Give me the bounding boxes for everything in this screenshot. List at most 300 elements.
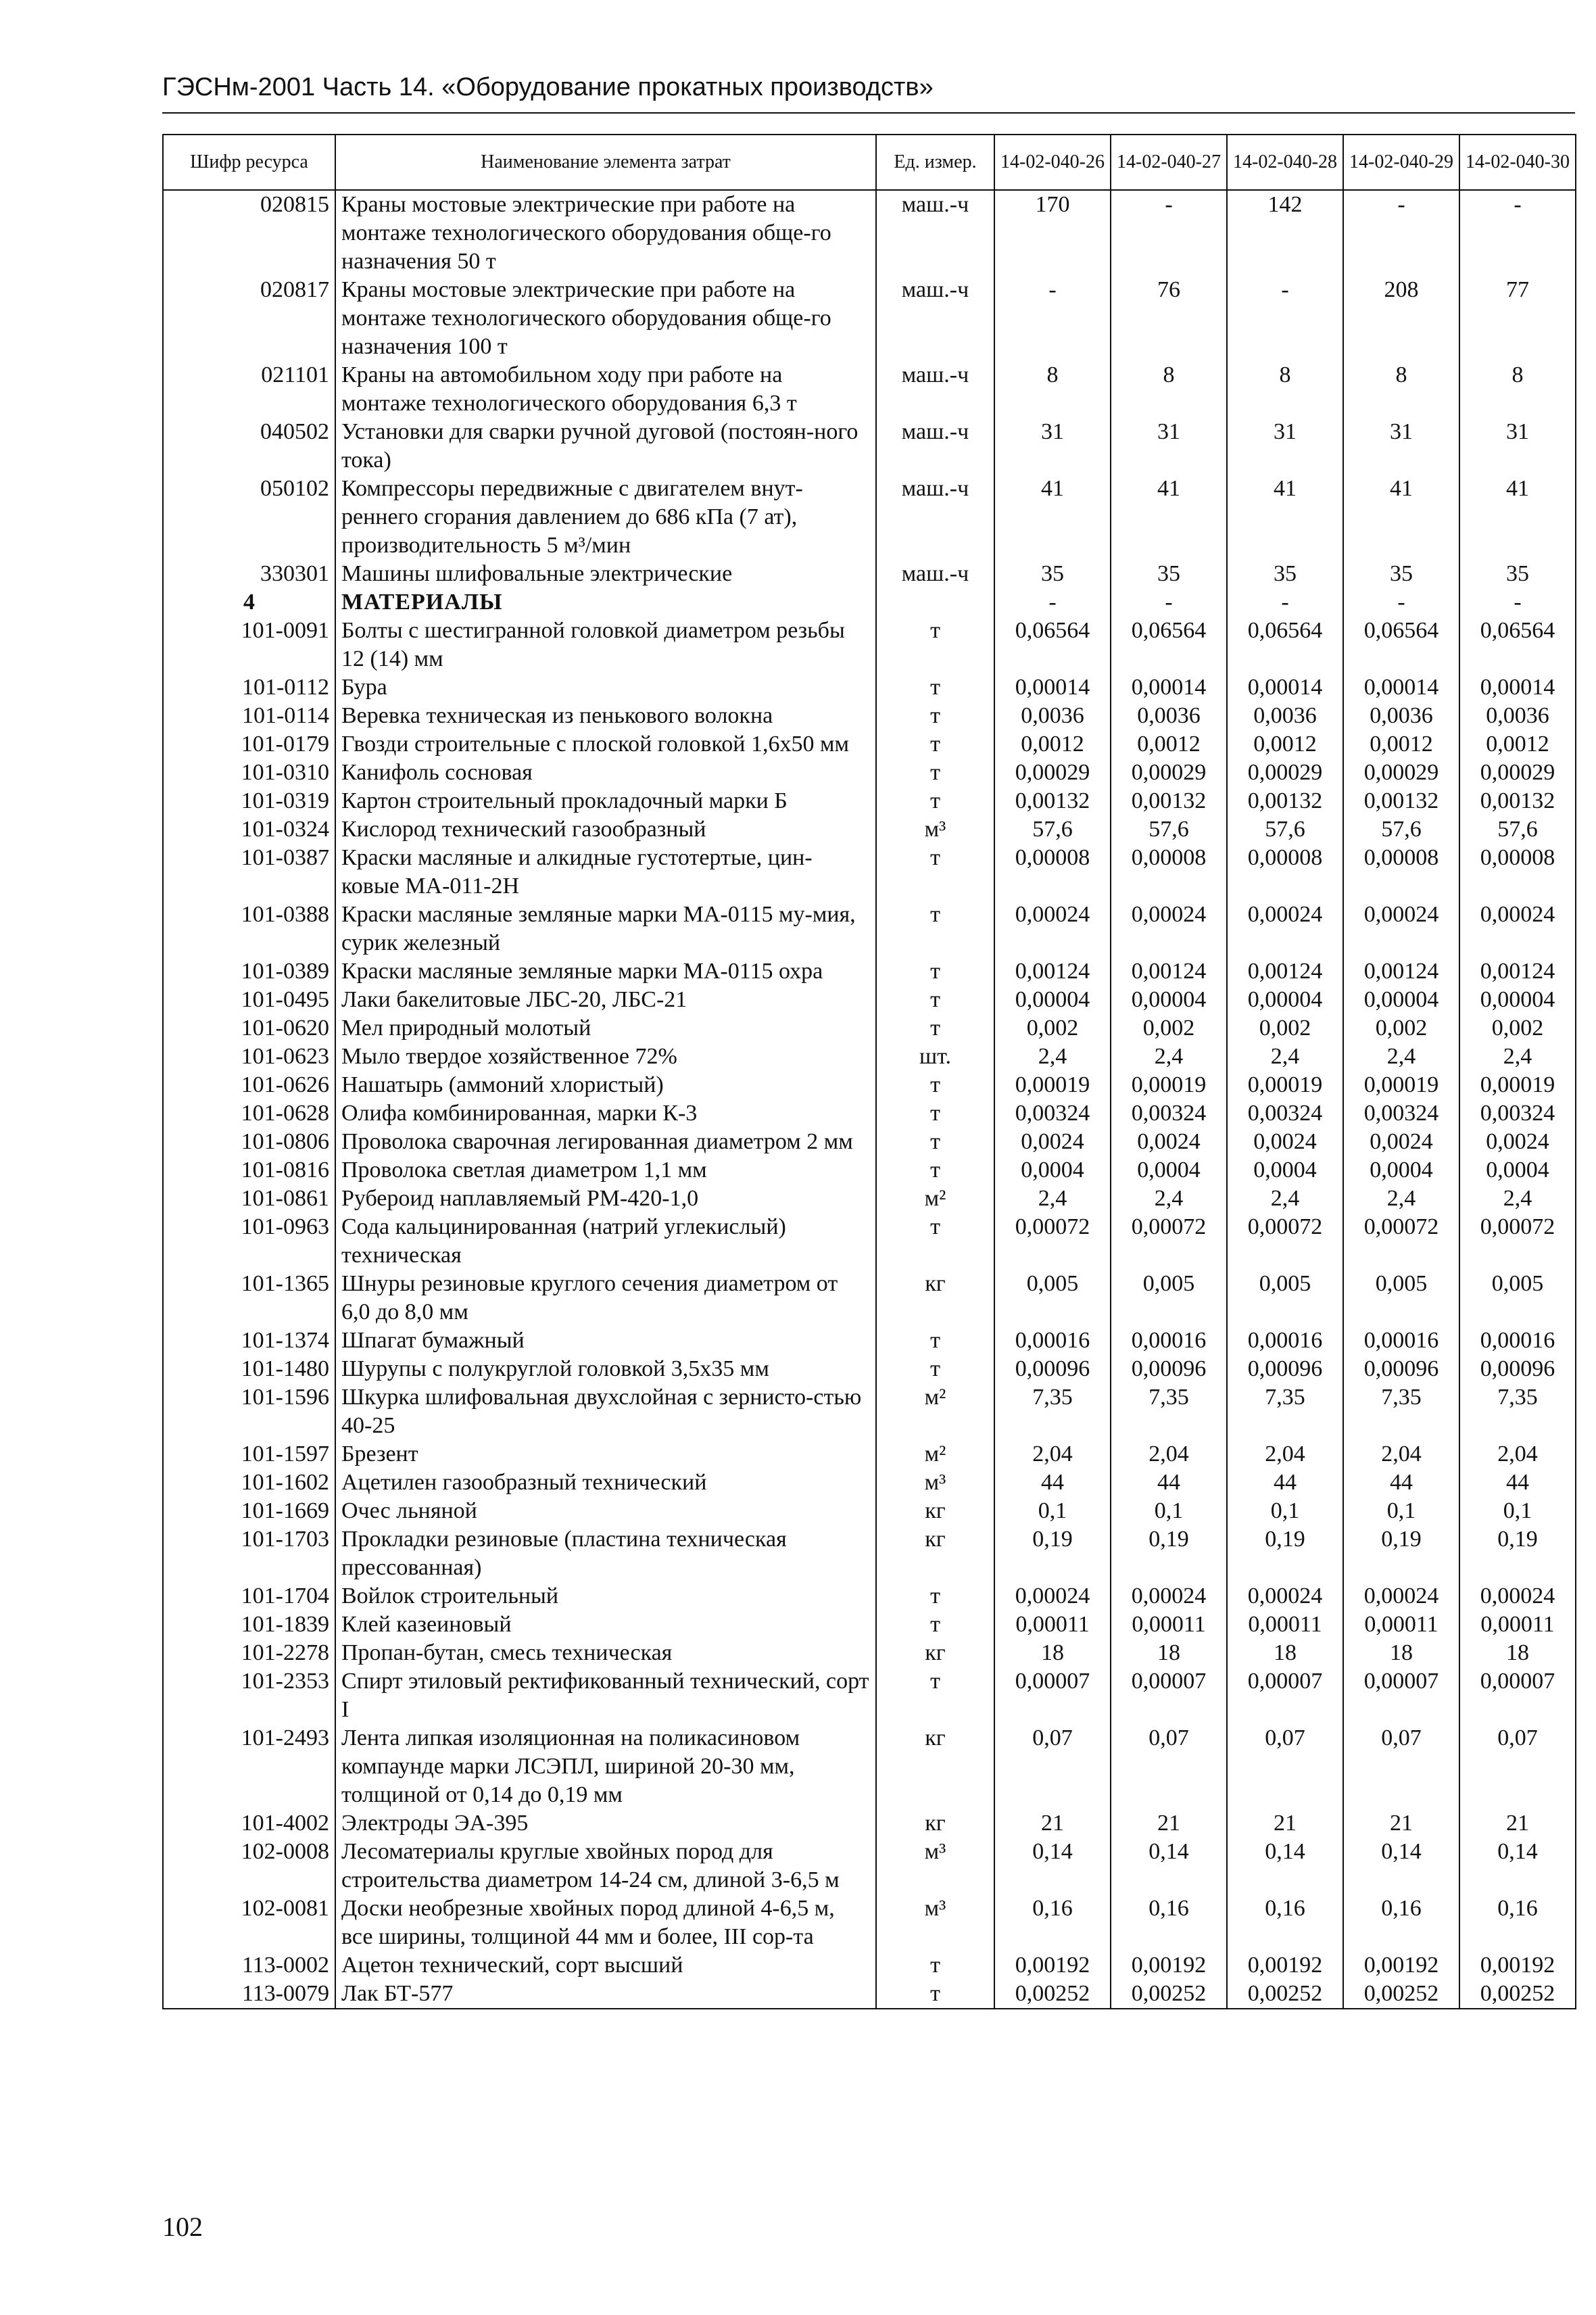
cell-code: 101-2493 xyxy=(163,1724,335,1809)
cell-v2: 0,1 xyxy=(1111,1497,1227,1525)
cell-name: Картон строительный прокладочный марки Б xyxy=(335,787,876,815)
cell-name: Лаки бакелитовые ЛБС-20, ЛБС-21 xyxy=(335,986,876,1014)
table-row xyxy=(163,617,1576,673)
cell-code: 101-1602 xyxy=(163,1469,335,1497)
cell-code: 101-0816 xyxy=(163,1156,335,1185)
table-row xyxy=(163,276,1576,361)
cell-v4: 57,6 xyxy=(1343,815,1459,844)
cell-v1: 0,0012 xyxy=(994,730,1111,759)
cell-v1: 57,6 xyxy=(994,815,1111,844)
cell-v4: 0,00024 xyxy=(1343,901,1459,957)
table-row xyxy=(163,1980,1576,2009)
cell-v5: 8 xyxy=(1459,361,1576,418)
cell-v3: 0,0012 xyxy=(1227,730,1343,759)
cell-v4: 0,16 xyxy=(1343,1894,1459,1951)
cell-name: Лента липкая изоляционная на поликасиновом компаунде марки ЛСЭПЛ, шириной 20-30 мм, толщиной от 0,14 до 0,19 мм xyxy=(335,1724,876,1809)
table-row xyxy=(163,815,1576,844)
cell-v3: 0,0036 xyxy=(1227,702,1343,730)
cell-v2: 7,35 xyxy=(1111,1383,1227,1440)
cell-unit: м² xyxy=(876,1185,994,1213)
cell-v1: 0,00132 xyxy=(994,787,1111,815)
cell-code: 101-0112 xyxy=(163,673,335,702)
cell-v4: 0,00096 xyxy=(1343,1355,1459,1383)
cell-v5: 0,07 xyxy=(1459,1724,1576,1809)
cell-v1: 0,00008 xyxy=(994,844,1111,901)
cell-v2: 0,00124 xyxy=(1111,957,1227,986)
cell-v4: 0,00014 xyxy=(1343,673,1459,702)
cell-v2: 0,005 xyxy=(1111,1270,1227,1327)
cell-code: 101-1365 xyxy=(163,1270,335,1327)
cell-v1: 7,35 xyxy=(994,1383,1111,1440)
cell-v3: 0,00016 xyxy=(1227,1327,1343,1355)
cell-v2: 0,00192 xyxy=(1111,1951,1227,1980)
cell-name: Пропан-бутан, смесь техническая xyxy=(335,1639,876,1667)
cell-v4: 0,00252 xyxy=(1343,1980,1459,2009)
cell-v3: 0,0004 xyxy=(1227,1156,1343,1185)
header-rule xyxy=(162,112,1575,114)
cell-v4: 0,002 xyxy=(1343,1014,1459,1043)
cell-v4: 2,4 xyxy=(1343,1043,1459,1071)
cell-v3: 44 xyxy=(1227,1469,1343,1497)
cell-v5: 2,4 xyxy=(1459,1185,1576,1213)
cell-code: 102-0008 xyxy=(163,1838,335,1894)
table-row xyxy=(163,1071,1576,1099)
cell-name: Доски необрезные хвойных пород длиной 4-6,5 м, все ширины, толщиной 44 мм и более, III сор-та xyxy=(335,1894,876,1951)
cell-code: 101-4002 xyxy=(163,1809,335,1838)
cell-v5: 0,06564 xyxy=(1459,617,1576,673)
cell-v1: 21 xyxy=(994,1809,1111,1838)
col-header-c4: 14-02-040-29 xyxy=(1343,135,1459,190)
cell-v1: 0,07 xyxy=(994,1724,1111,1809)
cell-v4: 0,00072 xyxy=(1343,1213,1459,1270)
cell-name: Шпагат бумажный xyxy=(335,1327,876,1355)
table-row xyxy=(163,1327,1576,1355)
cell-code: 101-1596 xyxy=(163,1383,335,1440)
cell-v2: 2,04 xyxy=(1111,1440,1227,1469)
cell-unit: м² xyxy=(876,1383,994,1440)
table-row xyxy=(163,787,1576,815)
table-row xyxy=(163,1440,1576,1469)
cell-v3: 0,00124 xyxy=(1227,957,1343,986)
cell-code: 101-0310 xyxy=(163,759,335,787)
table-row xyxy=(163,1838,1576,1894)
cell-unit xyxy=(876,588,994,617)
cell-v1: 0,002 xyxy=(994,1014,1111,1043)
cell-v1: 0,00011 xyxy=(994,1610,1111,1639)
cell-unit: кг xyxy=(876,1639,994,1667)
cell-v4: 0,00016 xyxy=(1343,1327,1459,1355)
cell-v1: 0,00324 xyxy=(994,1099,1111,1128)
page-header: ГЭСНм-2001 Часть 14. «Оборудование прокатных производств» xyxy=(162,73,934,101)
cell-name: МАТЕРИАЛЫ xyxy=(335,588,876,617)
cell-code: 101-0319 xyxy=(163,787,335,815)
cell-v2: 0,00019 xyxy=(1111,1071,1227,1099)
table-row xyxy=(163,1582,1576,1610)
cell-v5: 0,00132 xyxy=(1459,787,1576,815)
cell-v1: 44 xyxy=(994,1469,1111,1497)
cell-v3: 0,00024 xyxy=(1227,1582,1343,1610)
cell-v5: 31 xyxy=(1459,418,1576,475)
cell-unit: м³ xyxy=(876,1894,994,1951)
cell-code: 101-1703 xyxy=(163,1525,335,1582)
cell-v4: 2,04 xyxy=(1343,1440,1459,1469)
table-row xyxy=(163,1667,1576,1724)
cell-unit: маш.-ч xyxy=(876,190,994,276)
cell-code: 101-0091 xyxy=(163,617,335,673)
cell-v4: 0,06564 xyxy=(1343,617,1459,673)
cell-v2: 0,00096 xyxy=(1111,1355,1227,1383)
cell-unit: м³ xyxy=(876,1838,994,1894)
cell-code: 020815 xyxy=(163,190,335,276)
cell-name: Кислород технический газообразный xyxy=(335,815,876,844)
table-row xyxy=(163,901,1576,957)
cell-unit: т xyxy=(876,1071,994,1099)
table-row xyxy=(163,1610,1576,1639)
cell-v3: 0,07 xyxy=(1227,1724,1343,1809)
cell-name: Болты с шестигранной головкой диаметром резьбы 12 (14) мм xyxy=(335,617,876,673)
cell-v1: 0,00016 xyxy=(994,1327,1111,1355)
cell-v1: 0,00007 xyxy=(994,1667,1111,1724)
cell-name: Шкурка шлифовальная двухслойная с зернисто-стью 40-25 xyxy=(335,1383,876,1440)
cell-unit: м³ xyxy=(876,815,994,844)
cell-name: Ацетон технический, сорт высший xyxy=(335,1951,876,1980)
cell-v5: 0,002 xyxy=(1459,1014,1576,1043)
cell-v4: 0,0036 xyxy=(1343,702,1459,730)
cell-v2: 57,6 xyxy=(1111,815,1227,844)
cell-v2: 0,00016 xyxy=(1111,1327,1227,1355)
cell-v2: 0,00007 xyxy=(1111,1667,1227,1724)
table-row xyxy=(163,1383,1576,1440)
table-row xyxy=(163,957,1576,986)
cell-v3: 0,00192 xyxy=(1227,1951,1343,1980)
cell-v4: - xyxy=(1343,190,1459,276)
cell-v2: 0,00324 xyxy=(1111,1099,1227,1128)
cell-code: 101-2278 xyxy=(163,1639,335,1667)
table-row xyxy=(163,190,1576,276)
cell-v5: 44 xyxy=(1459,1469,1576,1497)
cell-name: Ацетилен газообразный технический xyxy=(335,1469,876,1497)
cell-v1: 41 xyxy=(994,475,1111,560)
cell-v2: 0,00252 xyxy=(1111,1980,1227,2009)
cell-code: 102-0081 xyxy=(163,1894,335,1951)
cell-v4: 0,00011 xyxy=(1343,1610,1459,1639)
cell-unit: маш.-ч xyxy=(876,560,994,588)
cell-code: 101-0861 xyxy=(163,1185,335,1213)
resource-table xyxy=(162,134,1576,2009)
cell-name: Рубероид наплавляемый РМ-420-1,0 xyxy=(335,1185,876,1213)
cell-v4: 0,00029 xyxy=(1343,759,1459,787)
cell-v4: - xyxy=(1343,588,1459,617)
cell-v3: 21 xyxy=(1227,1809,1343,1838)
cell-v5: 41 xyxy=(1459,475,1576,560)
col-header-code: Шифр ресурса xyxy=(163,135,335,190)
cell-unit: т xyxy=(876,673,994,702)
cell-v2: 0,07 xyxy=(1111,1724,1227,1809)
cell-unit: маш.-ч xyxy=(876,361,994,418)
cell-v4: 208 xyxy=(1343,276,1459,361)
cell-name: Прокладки резиновые (пластина техническая прессованная) xyxy=(335,1525,876,1582)
cell-v1: 0,19 xyxy=(994,1525,1111,1582)
cell-unit: кг xyxy=(876,1270,994,1327)
cell-v3: 0,14 xyxy=(1227,1838,1343,1894)
col-header-c2: 14-02-040-27 xyxy=(1111,135,1227,190)
cell-v3: 0,1 xyxy=(1227,1497,1343,1525)
cell-v5: 77 xyxy=(1459,276,1576,361)
cell-unit: т xyxy=(876,1355,994,1383)
cell-v3: 41 xyxy=(1227,475,1343,560)
cell-v5: 0,00016 xyxy=(1459,1327,1576,1355)
cell-v3: 0,00004 xyxy=(1227,986,1343,1014)
cell-v2: 0,06564 xyxy=(1111,617,1227,673)
cell-v2: 2,4 xyxy=(1111,1043,1227,1071)
cell-code: 101-0623 xyxy=(163,1043,335,1071)
cell-v5: 0,00252 xyxy=(1459,1980,1576,2009)
cell-v1: 0,0024 xyxy=(994,1128,1111,1156)
cell-name: Краски масляные и алкидные густотертые, цин-ковые МА-011-2Н xyxy=(335,844,876,901)
cell-v2: 76 xyxy=(1111,276,1227,361)
cell-code: 101-0628 xyxy=(163,1099,335,1128)
cell-name: Бура xyxy=(335,673,876,702)
table-row xyxy=(163,1809,1576,1838)
cell-v5: 0,00324 xyxy=(1459,1099,1576,1128)
cell-code: 101-0620 xyxy=(163,1014,335,1043)
cell-v1: 0,00029 xyxy=(994,759,1111,787)
cell-code: 101-1839 xyxy=(163,1610,335,1639)
cell-code: 101-1704 xyxy=(163,1582,335,1610)
cell-name: Канифоль сосновая xyxy=(335,759,876,787)
table-row xyxy=(163,1043,1576,1071)
cell-v3: 0,0024 xyxy=(1227,1128,1343,1156)
cell-v3: 0,00007 xyxy=(1227,1667,1343,1724)
cell-v4: 2,4 xyxy=(1343,1185,1459,1213)
cell-v3: 2,4 xyxy=(1227,1185,1343,1213)
cell-name: Спирт этиловый ректификованный технический, сорт I xyxy=(335,1667,876,1724)
cell-v1: 31 xyxy=(994,418,1111,475)
table-row xyxy=(163,1951,1576,1980)
cell-code: 101-0114 xyxy=(163,702,335,730)
cell-v5: 0,0036 xyxy=(1459,702,1576,730)
cell-unit: т xyxy=(876,1156,994,1185)
cell-unit: т xyxy=(876,1213,994,1270)
cell-v1: 0,00019 xyxy=(994,1071,1111,1099)
cell-v1: 170 xyxy=(994,190,1111,276)
cell-v2: 0,00004 xyxy=(1111,986,1227,1014)
cell-v1: 0,00124 xyxy=(994,957,1111,986)
cell-code: 101-0806 xyxy=(163,1128,335,1156)
cell-v1: 0,1 xyxy=(994,1497,1111,1525)
cell-name: Электроды ЭА-395 xyxy=(335,1809,876,1838)
cell-name: Олифа комбинированная, марки К-3 xyxy=(335,1099,876,1128)
col-header-c5: 14-02-040-30 xyxy=(1459,135,1576,190)
cell-unit: т xyxy=(876,1667,994,1724)
col-header-c3: 14-02-040-28 xyxy=(1227,135,1343,190)
cell-name: Установки для сварки ручной дуговой (постоян-ного тока) xyxy=(335,418,876,475)
cell-v1: 2,04 xyxy=(994,1440,1111,1469)
cell-v1: 18 xyxy=(994,1639,1111,1667)
cell-name: Войлок строительный xyxy=(335,1582,876,1610)
cell-code: 101-1374 xyxy=(163,1327,335,1355)
cell-unit: т xyxy=(876,702,994,730)
cell-v2: 35 xyxy=(1111,560,1227,588)
cell-unit: маш.-ч xyxy=(876,475,994,560)
cell-v5: 0,1 xyxy=(1459,1497,1576,1525)
cell-code: 020817 xyxy=(163,276,335,361)
cell-name: Веревка техническая из пенькового волокна xyxy=(335,702,876,730)
cell-v2: 8 xyxy=(1111,361,1227,418)
cell-v5: 21 xyxy=(1459,1809,1576,1838)
cell-v2: 41 xyxy=(1111,475,1227,560)
cell-v4: 0,00019 xyxy=(1343,1071,1459,1099)
cell-v5: 57,6 xyxy=(1459,815,1576,844)
cell-v3: 0,06564 xyxy=(1227,617,1343,673)
cell-v3: 35 xyxy=(1227,560,1343,588)
cell-code: 101-0389 xyxy=(163,957,335,986)
cell-v2: 0,0024 xyxy=(1111,1128,1227,1156)
cell-v2: - xyxy=(1111,190,1227,276)
cell-v4: 0,00008 xyxy=(1343,844,1459,901)
cell-v5: 0,14 xyxy=(1459,1838,1576,1894)
table-row xyxy=(163,986,1576,1014)
cell-v2: - xyxy=(1111,588,1227,617)
col-header-unit: Ед. измер. xyxy=(876,135,994,190)
cell-unit: т xyxy=(876,617,994,673)
cell-v2: 21 xyxy=(1111,1809,1227,1838)
cell-code: 101-0324 xyxy=(163,815,335,844)
cell-code: 330301 xyxy=(163,560,335,588)
cell-v5: 0,00096 xyxy=(1459,1355,1576,1383)
cell-v1: 2,4 xyxy=(994,1185,1111,1213)
cell-name: Шнуры резиновые круглого сечения диаметром от 6,0 до 8,0 мм xyxy=(335,1270,876,1327)
cell-v5: 0,0004 xyxy=(1459,1156,1576,1185)
cell-v4: 0,0024 xyxy=(1343,1128,1459,1156)
table-row xyxy=(163,730,1576,759)
table-row xyxy=(163,1355,1576,1383)
cell-v1: 0,005 xyxy=(994,1270,1111,1327)
col-header-name: Наименование элемента затрат xyxy=(335,135,876,190)
cell-v2: 0,00072 xyxy=(1111,1213,1227,1270)
cell-name: Шурупы с полукруглой головкой 3,5х35 мм xyxy=(335,1355,876,1383)
table-row xyxy=(163,418,1576,475)
cell-v3: 2,4 xyxy=(1227,1043,1343,1071)
cell-name: Гвозди строительные с плоской головкой 1,6х50 мм xyxy=(335,730,876,759)
col-header-c1: 14-02-040-26 xyxy=(994,135,1111,190)
cell-v1: 0,00004 xyxy=(994,986,1111,1014)
cell-v5: 2,04 xyxy=(1459,1440,1576,1469)
cell-v2: 0,00024 xyxy=(1111,901,1227,957)
cell-v3: 57,6 xyxy=(1227,815,1343,844)
cell-v3: 0,00096 xyxy=(1227,1355,1343,1383)
cell-v3: 0,16 xyxy=(1227,1894,1343,1951)
cell-v4: 0,00024 xyxy=(1343,1582,1459,1610)
cell-code: 101-0388 xyxy=(163,901,335,957)
cell-code: 101-2353 xyxy=(163,1667,335,1724)
table-row xyxy=(163,1894,1576,1951)
section-row xyxy=(163,588,1576,617)
cell-name: Мыло твердое хозяйственное 72% xyxy=(335,1043,876,1071)
cell-code: 113-0002 xyxy=(163,1951,335,1980)
cell-unit: т xyxy=(876,1014,994,1043)
cell-v4: 41 xyxy=(1343,475,1459,560)
cell-v5: 0,00024 xyxy=(1459,901,1576,957)
table-row xyxy=(163,1099,1576,1128)
cell-v2: 44 xyxy=(1111,1469,1227,1497)
cell-code: 101-1669 xyxy=(163,1497,335,1525)
cell-v2: 0,00014 xyxy=(1111,673,1227,702)
cell-v2: 0,002 xyxy=(1111,1014,1227,1043)
cell-v5: 0,00072 xyxy=(1459,1213,1576,1270)
table-row xyxy=(163,1270,1576,1327)
cell-v5: 0,00192 xyxy=(1459,1951,1576,1980)
cell-v3: 0,002 xyxy=(1227,1014,1343,1043)
cell-name: Краны мостовые электрические при работе на монтаже технологического оборудования обще-го назначения 100 т xyxy=(335,276,876,361)
cell-v4: 7,35 xyxy=(1343,1383,1459,1440)
table-row xyxy=(163,361,1576,418)
cell-unit: т xyxy=(876,957,994,986)
cell-v1: 0,00024 xyxy=(994,901,1111,957)
cell-v5: 0,0024 xyxy=(1459,1128,1576,1156)
cell-v3: 0,00014 xyxy=(1227,673,1343,702)
cell-v2: 0,00029 xyxy=(1111,759,1227,787)
cell-v1: 0,00072 xyxy=(994,1213,1111,1270)
cell-v4: 0,0004 xyxy=(1343,1156,1459,1185)
cell-v3: - xyxy=(1227,276,1343,361)
cell-v2: 18 xyxy=(1111,1639,1227,1667)
cell-v2: 0,00132 xyxy=(1111,787,1227,815)
cell-v1: 0,0036 xyxy=(994,702,1111,730)
cell-v1: 0,00014 xyxy=(994,673,1111,702)
cell-v4: 0,1 xyxy=(1343,1497,1459,1525)
cell-v1: - xyxy=(994,588,1111,617)
cell-v4: 21 xyxy=(1343,1809,1459,1838)
cell-v2: 31 xyxy=(1111,418,1227,475)
cell-code: 101-0495 xyxy=(163,986,335,1014)
cell-unit: т xyxy=(876,1582,994,1610)
cell-v2: 0,19 xyxy=(1111,1525,1227,1582)
cell-unit: т xyxy=(876,1099,994,1128)
cell-v5: - xyxy=(1459,588,1576,617)
cell-unit: т xyxy=(876,1951,994,1980)
cell-v4: 0,00132 xyxy=(1343,787,1459,815)
cell-v3: 0,19 xyxy=(1227,1525,1343,1582)
cell-code: 040502 xyxy=(163,418,335,475)
cell-v3: 0,00008 xyxy=(1227,844,1343,901)
cell-v4: 0,07 xyxy=(1343,1724,1459,1809)
cell-code: 101-0179 xyxy=(163,730,335,759)
cell-v4: 44 xyxy=(1343,1469,1459,1497)
cell-unit: т xyxy=(876,787,994,815)
cell-v1: 0,0004 xyxy=(994,1156,1111,1185)
cell-v4: 8 xyxy=(1343,361,1459,418)
cell-v4: 0,14 xyxy=(1343,1838,1459,1894)
cell-v5: 0,00011 xyxy=(1459,1610,1576,1639)
cell-v3: 0,00072 xyxy=(1227,1213,1343,1270)
cell-v5: 18 xyxy=(1459,1639,1576,1667)
table-row xyxy=(163,1156,1576,1185)
cell-unit: кг xyxy=(876,1525,994,1582)
cell-v3: 0,00324 xyxy=(1227,1099,1343,1128)
cell-v1: 0,00096 xyxy=(994,1355,1111,1383)
cell-unit: т xyxy=(876,1980,994,2009)
cell-code: 101-0387 xyxy=(163,844,335,901)
cell-v4: 0,00004 xyxy=(1343,986,1459,1014)
cell-v2: 0,0004 xyxy=(1111,1156,1227,1185)
cell-unit: маш.-ч xyxy=(876,418,994,475)
cell-name: Краны на автомобильном ходу при работе на монтаже технологического оборудования 6,3 т xyxy=(335,361,876,418)
cell-v4: 0,005 xyxy=(1343,1270,1459,1327)
cell-v3: 0,00132 xyxy=(1227,787,1343,815)
cell-v1: 35 xyxy=(994,560,1111,588)
table-body xyxy=(163,190,1576,2009)
